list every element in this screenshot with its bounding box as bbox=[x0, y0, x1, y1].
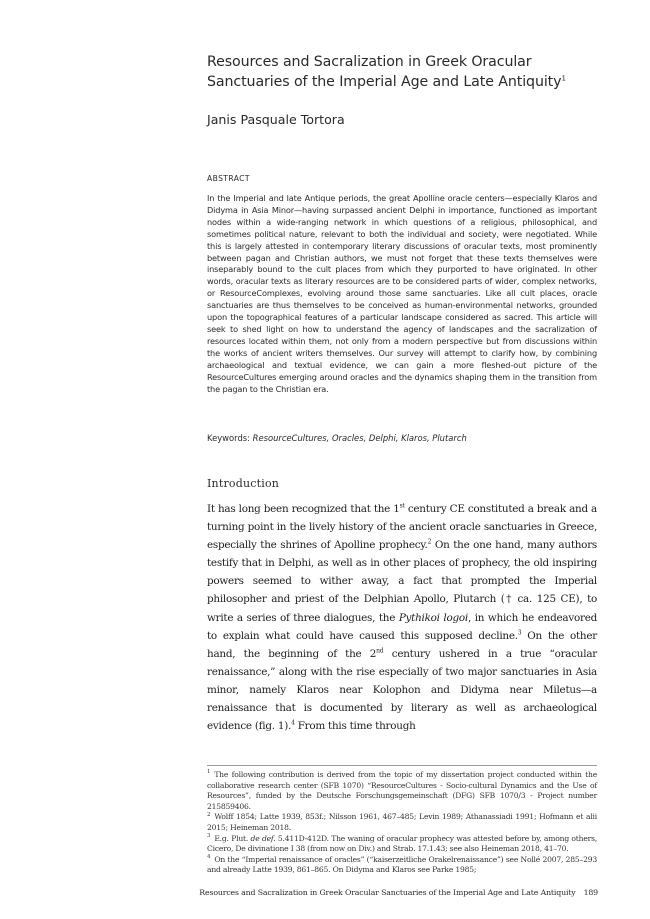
running-footer bbox=[0, 888, 598, 897]
running-title: Resources and Sacralization in Greek Oracular Sanctuaries of the Imperial Age and Late Antiquity bbox=[199, 888, 576, 897]
footnote-1: $^1$ The following contribution is derived from the topic of my dissertation project conducted within the collaborative research center (SFB 1070) “ResourceCultures - Socio-cultural Dynamics and the Use of Resources”, funded by the Deutsche Forschungsgemeinschaft (DFG) SFB 1070/3 - Project number 215859406. bbox=[207, 769, 597, 811]
footnote-number: 3 bbox=[207, 833, 211, 840]
footnote-3: $^3$ E.g. Plut. de def. 5.411D-412D. The waning of oracular prophecy was attested before by, among others, Cicero, De divinatione I 38 (from now on Div.) and Strab. 17.1.43; see also Heineman 2018, 41–70. bbox=[207, 833, 597, 854]
footnote-number: 1 bbox=[207, 769, 211, 776]
footnote-ref-2[interactable]: 2 bbox=[427, 538, 432, 546]
footnote-2: $^2$ Wolff 1854; Latte 1939, 853f.; Nilsson 1961, 467–485; Levin 1989; Athanassiadi 1991; Hofmann et alii 2015; Heineman 2018. bbox=[207, 811, 597, 832]
article-title: Resources and Sacralization in Greek Oracular Sanctuaries of the Imperial Age and Late Antiquity$^1$ bbox=[207, 54, 566, 90]
keywords bbox=[207, 432, 597, 444]
footnote-ref-3[interactable]: 3 bbox=[517, 629, 522, 637]
footnote-number: 2 bbox=[207, 811, 211, 818]
section-heading-introduction: Introduction bbox=[207, 477, 280, 490]
keywords-label: Keywords: bbox=[207, 433, 253, 443]
title-footnote-ref[interactable]: 1 bbox=[561, 74, 566, 83]
introduction-paragraph: It has long been recognized that the 1st century CE constituted a break and a turning point in the lively history of the ancient oracle sanctuaries in Greece, especially the shrines of Apolline prophecy.$^2$ On the one hand, many authors testify that in Delphi, as well as in other places of prophecy, the old inspiring powers seemed to wither away, a fact that prompted the Imperial philosopher and priest of the Delphian Apollo, Plutarch († ca. 125 CE), to write a series of three dialogues, the Pythikoi logoi, in which he endeavored to explain what could have caused this supposed decline.$^3$ On the other hand, the beginning of the 2nd century ushered in a true “oracular renaissance,” along with the rise especially of two major sanctuaries in Asia minor, namely Klaros near Kolophon and Didyma near Miletus—a renaissance that is documented by literary as well as archaeological evidence (fig. 1).$^4$ From this time through bbox=[207, 502, 597, 733]
page-number: 189 bbox=[583, 888, 598, 897]
author-name: Janis Pasquale Tortora bbox=[207, 112, 345, 127]
keywords-list: ResourceCultures, Oracles, Delphi, Klaros, Plutarch bbox=[252, 433, 467, 443]
footnote-divider bbox=[207, 765, 597, 766]
footnote-4: $^4$ On the “Imperial renaissance of oracles” (“kaiserzeitliche Orakelrenaissance”) see Nollé 2007, 285–293 and already Latte 1939, 861–865. On Didyma and Klaros see Parke 1985; bbox=[207, 854, 597, 875]
ordinal-superscript: nd bbox=[376, 647, 384, 655]
footnotes bbox=[207, 770, 597, 876]
footnote-ref-4[interactable]: 4 bbox=[291, 719, 295, 727]
abstract-heading: ABSTRACT bbox=[207, 174, 250, 183]
abstract-text: In the Imperial and late Antique periods, the great Apolline oracle centers—especially Klaros and Didyma in Asia Minor—having surpassed ancient Delphi in importance, functioned as important nodes within a wide-ranging network in which questions of a religious, philosophical, and sometimes political nature, relevant to both the individual and society, were negotiated. While this is largely attested in contemporary literary discussions of oracular texts, most prominently between pagan and Christian authors, we must not forget that these texts themselves were inseparably bound to the cult places from which they purported to have originated. In other words, oracular texts as literary resources are to be considered parts of wider, complex networks, or ResourceComplexes, evolving around those same sanctuaries. Like all cult places, oracle sanctuaries are thus themselves to be conceived as human-environmental networks, grounded upon the topographical features of a particular landscape considered as sacred. This article will seek to shed light on how to understand the agency of landscapes and the sacralization of resources located within them, not only from a modern perspective but from discussions within the works of ancient writers themselves. Our survey will attempt to clarify how, by combining archaeological and textual evidence, we can gain a more fleshed-out picture of the ResourceCultures emerging around oracles and the dynamics shaping them in the transition from the pagan to the Christian era. bbox=[207, 193, 597, 394]
ordinal-superscript: st bbox=[399, 502, 405, 510]
italic-title: Pythikoi logoi bbox=[398, 611, 468, 624]
footnote-number: 4 bbox=[207, 854, 211, 861]
